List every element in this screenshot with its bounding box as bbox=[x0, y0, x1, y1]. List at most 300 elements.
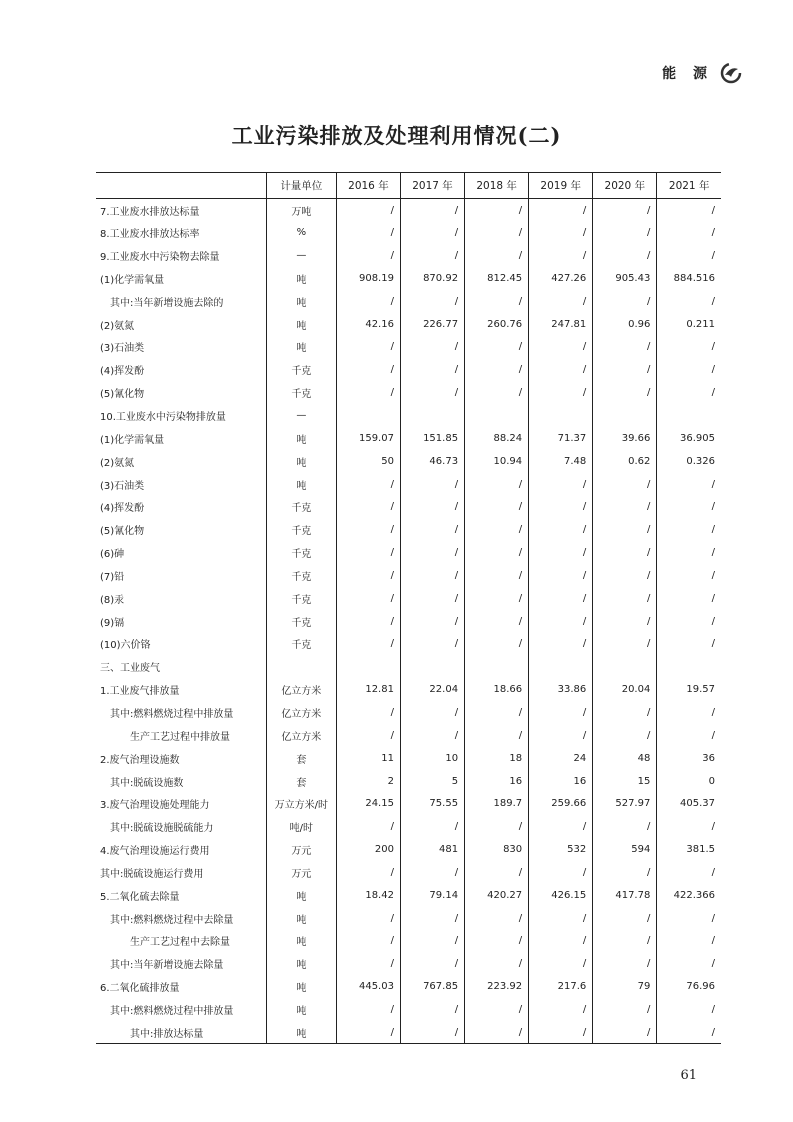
cell-value: 48 bbox=[593, 747, 657, 770]
column-header: 2016 年 bbox=[336, 173, 400, 199]
column-header: 2019 年 bbox=[529, 173, 593, 199]
row-label: 8.工业废水排放达标率 bbox=[100, 229, 200, 241]
cell-value: / bbox=[336, 336, 400, 359]
table-row bbox=[96, 404, 721, 427]
cell-value: / bbox=[657, 610, 721, 633]
cell-value: / bbox=[529, 518, 593, 541]
table-row bbox=[96, 792, 721, 815]
row-unit: 吨 bbox=[266, 930, 336, 953]
cell-value: 36.905 bbox=[657, 427, 721, 450]
cell-value: / bbox=[465, 861, 529, 884]
table-row bbox=[96, 998, 721, 1021]
row-unit: 吨 bbox=[266, 290, 336, 313]
cell-value: / bbox=[593, 244, 657, 267]
cell-value bbox=[657, 404, 721, 427]
cell-value: 18.42 bbox=[336, 884, 400, 907]
cell-value bbox=[593, 404, 657, 427]
cell-value: / bbox=[593, 290, 657, 313]
cell-value: / bbox=[400, 199, 464, 222]
table-row bbox=[96, 313, 721, 336]
cell-value: 532 bbox=[529, 838, 593, 861]
cell-value: / bbox=[465, 815, 529, 838]
cell-value: 39.66 bbox=[593, 427, 657, 450]
cell-value: / bbox=[529, 930, 593, 953]
table-row bbox=[96, 381, 721, 404]
cell-value: 481 bbox=[400, 838, 464, 861]
cell-value: / bbox=[593, 518, 657, 541]
row-unit: 吨 bbox=[266, 450, 336, 473]
cell-value: / bbox=[657, 290, 721, 313]
cell-value: / bbox=[657, 473, 721, 496]
cell-value bbox=[529, 404, 593, 427]
row-label: (5)氰化物 bbox=[100, 389, 145, 401]
table-row bbox=[96, 587, 721, 610]
cell-value: / bbox=[593, 633, 657, 656]
table-row bbox=[96, 221, 721, 244]
cell-value: 420.27 bbox=[465, 884, 529, 907]
cell-value: / bbox=[465, 930, 529, 953]
cell-value bbox=[657, 655, 721, 678]
cell-value: 189.7 bbox=[465, 792, 529, 815]
row-label: (9)镉 bbox=[100, 617, 125, 629]
row-label: (1)化学需氧量 bbox=[100, 434, 165, 446]
cell-value: 0.326 bbox=[657, 450, 721, 473]
cell-value: / bbox=[465, 633, 529, 656]
cell-value: 527.97 bbox=[593, 792, 657, 815]
row-label: (4)挥发酚 bbox=[100, 503, 145, 515]
cell-value: 0.211 bbox=[657, 313, 721, 336]
cell-value: 15 bbox=[593, 770, 657, 793]
cell-value: 426.15 bbox=[529, 884, 593, 907]
table-header-row bbox=[96, 173, 721, 199]
cell-value: 12.81 bbox=[336, 678, 400, 701]
cell-value: / bbox=[657, 724, 721, 747]
row-label: 7.工业废水排放达标量 bbox=[100, 206, 200, 218]
table-row bbox=[96, 655, 721, 678]
cell-value: / bbox=[400, 724, 464, 747]
row-label: 其中:脱硫设施数 bbox=[110, 777, 184, 789]
row-label: (7)铅 bbox=[100, 571, 125, 583]
cell-value: / bbox=[657, 952, 721, 975]
row-label: 其中:燃料燃烧过程中排放量 bbox=[110, 1005, 234, 1017]
table-row bbox=[96, 358, 721, 381]
row-unit: 吨 bbox=[266, 998, 336, 1021]
cell-value: / bbox=[529, 495, 593, 518]
cell-value: / bbox=[529, 998, 593, 1021]
row-label: 其中:燃料燃烧过程中排放量 bbox=[110, 708, 234, 720]
row-label: 3.废气治理设施处理能力 bbox=[100, 800, 210, 812]
cell-value: / bbox=[400, 564, 464, 587]
cell-value: / bbox=[465, 541, 529, 564]
cell-value: / bbox=[657, 815, 721, 838]
cell-value: / bbox=[593, 701, 657, 724]
row-label: 其中:燃料燃烧过程中去除量 bbox=[110, 914, 234, 926]
section-title: 能 源 bbox=[662, 66, 713, 82]
cell-value: / bbox=[593, 587, 657, 610]
cell-value: 76.96 bbox=[657, 975, 721, 998]
cell-value: 88.24 bbox=[465, 427, 529, 450]
cell-value: / bbox=[529, 564, 593, 587]
cell-value: / bbox=[400, 244, 464, 267]
cell-value: / bbox=[400, 518, 464, 541]
cell-value: / bbox=[657, 861, 721, 884]
cell-value: / bbox=[336, 358, 400, 381]
cell-value: / bbox=[529, 381, 593, 404]
row-label: 4.废气治理设施运行费用 bbox=[100, 846, 210, 858]
cell-value: 7.48 bbox=[529, 450, 593, 473]
cell-value: / bbox=[400, 701, 464, 724]
cell-value: 79.14 bbox=[400, 884, 464, 907]
cell-value: / bbox=[465, 587, 529, 610]
table-row bbox=[96, 199, 721, 222]
row-label: 9.工业废水中污染物去除量 bbox=[100, 252, 220, 264]
row-label: (8)汞 bbox=[100, 594, 125, 606]
cell-value: 16 bbox=[529, 770, 593, 793]
cell-value: / bbox=[400, 221, 464, 244]
table-row bbox=[96, 678, 721, 701]
table-row bbox=[96, 427, 721, 450]
row-label: 其中:脱硫设施运行费用 bbox=[100, 868, 204, 880]
cell-value: 381.5 bbox=[657, 838, 721, 861]
cell-value: 812.45 bbox=[465, 267, 529, 290]
cell-value: / bbox=[336, 290, 400, 313]
cell-value: / bbox=[657, 381, 721, 404]
row-label: 5.二氧化硫去除量 bbox=[100, 891, 180, 903]
cell-value: / bbox=[400, 952, 464, 975]
cell-value: / bbox=[336, 541, 400, 564]
cell-value: 445.03 bbox=[336, 975, 400, 998]
table-row bbox=[96, 450, 721, 473]
row-label: (2)氨氮 bbox=[100, 457, 135, 469]
cell-value: 594 bbox=[593, 838, 657, 861]
row-unit: 千克 bbox=[266, 564, 336, 587]
row-unit: 千克 bbox=[266, 633, 336, 656]
row-unit: 吨 bbox=[266, 975, 336, 998]
row-unit: 吨 bbox=[266, 907, 336, 930]
table-row bbox=[96, 838, 721, 861]
table-row bbox=[96, 815, 721, 838]
cell-value: / bbox=[400, 290, 464, 313]
cell-value: 0.96 bbox=[593, 313, 657, 336]
table-row bbox=[96, 518, 721, 541]
cell-value: / bbox=[529, 907, 593, 930]
table-row bbox=[96, 244, 721, 267]
cell-value: / bbox=[400, 381, 464, 404]
cell-value: / bbox=[657, 907, 721, 930]
cell-value: / bbox=[593, 907, 657, 930]
cell-value: 19.57 bbox=[657, 678, 721, 701]
cell-value: / bbox=[465, 1021, 529, 1044]
row-unit: 千克 bbox=[266, 610, 336, 633]
table-row bbox=[96, 495, 721, 518]
cell-value: / bbox=[657, 998, 721, 1021]
cell-value: 11 bbox=[336, 747, 400, 770]
cell-value: 905.43 bbox=[593, 267, 657, 290]
cell-value: / bbox=[465, 381, 529, 404]
cell-value: / bbox=[336, 998, 400, 1021]
cell-value: 36 bbox=[657, 747, 721, 770]
cell-value: / bbox=[657, 587, 721, 610]
cell-value bbox=[336, 404, 400, 427]
column-header: 2020 年 bbox=[593, 173, 657, 199]
cell-value: / bbox=[593, 358, 657, 381]
row-unit bbox=[266, 655, 336, 678]
cell-value: / bbox=[529, 815, 593, 838]
cell-value: / bbox=[593, 815, 657, 838]
cell-value: 427.26 bbox=[529, 267, 593, 290]
row-unit: 吨 bbox=[266, 267, 336, 290]
table-row bbox=[96, 610, 721, 633]
cell-value: 0.62 bbox=[593, 450, 657, 473]
cell-value: / bbox=[336, 244, 400, 267]
row-unit: 万吨 bbox=[266, 199, 336, 222]
row-label: (3)石油类 bbox=[100, 343, 145, 355]
cell-value: 151.85 bbox=[400, 427, 464, 450]
cell-value: 24 bbox=[529, 747, 593, 770]
cell-value: / bbox=[593, 1021, 657, 1044]
table-row bbox=[96, 541, 721, 564]
cell-value: / bbox=[400, 907, 464, 930]
cell-value: / bbox=[336, 473, 400, 496]
row-unit: 千克 bbox=[266, 381, 336, 404]
cell-value: / bbox=[657, 701, 721, 724]
cell-value: / bbox=[400, 336, 464, 359]
cell-value: / bbox=[593, 998, 657, 1021]
table-row bbox=[96, 290, 721, 313]
row-unit: 吨 bbox=[266, 473, 336, 496]
page-title: 工业污染排放及处理利用情况(二) bbox=[231, 123, 562, 148]
cell-value: / bbox=[465, 998, 529, 1021]
cell-value: / bbox=[465, 290, 529, 313]
cell-value: / bbox=[593, 610, 657, 633]
row-unit: % bbox=[266, 221, 336, 244]
row-unit: 千克 bbox=[266, 541, 336, 564]
column-header: 2018 年 bbox=[465, 173, 529, 199]
table-row bbox=[96, 930, 721, 953]
cell-value: / bbox=[593, 724, 657, 747]
cell-value: / bbox=[465, 952, 529, 975]
cell-value: / bbox=[657, 633, 721, 656]
cell-value: 46.73 bbox=[400, 450, 464, 473]
cell-value: / bbox=[657, 518, 721, 541]
row-unit: 吨/时 bbox=[266, 815, 336, 838]
cell-value: / bbox=[657, 358, 721, 381]
cell-value bbox=[465, 655, 529, 678]
cell-value: 24.15 bbox=[336, 792, 400, 815]
cell-value: / bbox=[336, 199, 400, 222]
energy-logo-icon bbox=[719, 62, 743, 84]
row-label: 10.工业废水中污染物排放量 bbox=[100, 412, 226, 424]
row-unit: 套 bbox=[266, 747, 336, 770]
cell-value: 767.85 bbox=[400, 975, 464, 998]
cell-value: / bbox=[593, 952, 657, 975]
table-row bbox=[96, 1021, 721, 1044]
row-unit: 吨 bbox=[266, 336, 336, 359]
row-label: 2.废气治理设施数 bbox=[100, 754, 180, 766]
cell-value: 33.86 bbox=[529, 678, 593, 701]
row-unit: 亿立方米 bbox=[266, 701, 336, 724]
row-unit: 吨 bbox=[266, 952, 336, 975]
cell-value: / bbox=[336, 861, 400, 884]
cell-value: / bbox=[529, 336, 593, 359]
cell-value: 260.76 bbox=[465, 313, 529, 336]
cell-value: / bbox=[400, 541, 464, 564]
cell-value: / bbox=[657, 930, 721, 953]
cell-value: / bbox=[657, 244, 721, 267]
column-header: 2021 年 bbox=[657, 173, 721, 199]
table-row bbox=[96, 975, 721, 998]
cell-value: 71.37 bbox=[529, 427, 593, 450]
row-unit: 千克 bbox=[266, 518, 336, 541]
table-row bbox=[96, 747, 721, 770]
row-label: 三、工业废气 bbox=[100, 663, 160, 675]
row-label: (2)氨氮 bbox=[100, 320, 135, 332]
cell-value: / bbox=[529, 633, 593, 656]
cell-value: / bbox=[529, 473, 593, 496]
cell-value: 908.19 bbox=[336, 267, 400, 290]
cell-value bbox=[400, 655, 464, 678]
cell-value: / bbox=[465, 518, 529, 541]
cell-value: 5 bbox=[400, 770, 464, 793]
cell-value: 217.6 bbox=[529, 975, 593, 998]
cell-value: / bbox=[465, 610, 529, 633]
table-row bbox=[96, 267, 721, 290]
table-row bbox=[96, 633, 721, 656]
cell-value bbox=[465, 404, 529, 427]
cell-value: / bbox=[529, 610, 593, 633]
row-unit: 吨 bbox=[266, 427, 336, 450]
row-unit: 套 bbox=[266, 770, 336, 793]
cell-value: / bbox=[529, 1021, 593, 1044]
row-unit: 吨 bbox=[266, 313, 336, 336]
cell-value: / bbox=[336, 221, 400, 244]
cell-value bbox=[336, 655, 400, 678]
row-label: (1)化学需氧量 bbox=[100, 274, 165, 286]
cell-value: / bbox=[465, 221, 529, 244]
cell-value: / bbox=[465, 244, 529, 267]
cell-value: 18.66 bbox=[465, 678, 529, 701]
table-row bbox=[96, 861, 721, 884]
cell-value: 18 bbox=[465, 747, 529, 770]
cell-value: 200 bbox=[336, 838, 400, 861]
row-unit: 吨 bbox=[266, 884, 336, 907]
cell-value: 417.78 bbox=[593, 884, 657, 907]
cell-value: / bbox=[529, 541, 593, 564]
row-unit: 千克 bbox=[266, 358, 336, 381]
cell-value: / bbox=[657, 495, 721, 518]
cell-value: 75.55 bbox=[400, 792, 464, 815]
cell-value: 247.81 bbox=[529, 313, 593, 336]
cell-value: / bbox=[400, 1021, 464, 1044]
cell-value: / bbox=[465, 199, 529, 222]
cell-value: / bbox=[529, 199, 593, 222]
table-row bbox=[96, 701, 721, 724]
row-label: (3)石油类 bbox=[100, 480, 145, 492]
cell-value: / bbox=[336, 1021, 400, 1044]
row-unit: 万元 bbox=[266, 861, 336, 884]
row-unit: 千克 bbox=[266, 495, 336, 518]
cell-value: / bbox=[336, 724, 400, 747]
table-row bbox=[96, 724, 721, 747]
cell-value: / bbox=[336, 930, 400, 953]
cell-value: / bbox=[593, 930, 657, 953]
cell-value: 22.04 bbox=[400, 678, 464, 701]
column-header: 2017 年 bbox=[400, 173, 464, 199]
cell-value: 405.37 bbox=[657, 792, 721, 815]
row-label: 其中:当年新增设施去除的 bbox=[110, 297, 224, 309]
cell-value: / bbox=[529, 952, 593, 975]
cell-value: / bbox=[336, 815, 400, 838]
cell-value: 42.16 bbox=[336, 313, 400, 336]
cell-value: / bbox=[657, 541, 721, 564]
table-row bbox=[96, 473, 721, 496]
row-unit: — bbox=[266, 244, 336, 267]
cell-value: / bbox=[336, 633, 400, 656]
cell-value: 830 bbox=[465, 838, 529, 861]
cell-value: / bbox=[657, 221, 721, 244]
cell-value: 159.07 bbox=[336, 427, 400, 450]
cell-value: / bbox=[593, 381, 657, 404]
row-label: 6.二氧化硫排放量 bbox=[100, 983, 180, 995]
cell-value: / bbox=[657, 1021, 721, 1044]
cell-value: / bbox=[400, 495, 464, 518]
table-row bbox=[96, 770, 721, 793]
cell-value: 16 bbox=[465, 770, 529, 793]
cell-value: / bbox=[657, 199, 721, 222]
cell-value: / bbox=[465, 907, 529, 930]
table-row bbox=[96, 336, 721, 359]
cell-value: / bbox=[465, 336, 529, 359]
cell-value: / bbox=[400, 473, 464, 496]
cell-value: / bbox=[400, 587, 464, 610]
cell-value: / bbox=[529, 861, 593, 884]
cell-value: / bbox=[336, 381, 400, 404]
cell-value: 79 bbox=[593, 975, 657, 998]
row-label: (6)砷 bbox=[100, 549, 125, 561]
row-unit: 亿立方米 bbox=[266, 724, 336, 747]
table-row bbox=[96, 564, 721, 587]
cell-value bbox=[529, 655, 593, 678]
cell-value: 10.94 bbox=[465, 450, 529, 473]
cell-value: / bbox=[465, 473, 529, 496]
cell-value: / bbox=[465, 495, 529, 518]
row-unit: — bbox=[266, 404, 336, 427]
cell-value: / bbox=[336, 587, 400, 610]
cell-value: / bbox=[336, 564, 400, 587]
cell-value: / bbox=[529, 358, 593, 381]
cell-value: 2 bbox=[336, 770, 400, 793]
cell-value: 10 bbox=[400, 747, 464, 770]
section-header bbox=[662, 62, 743, 84]
page-number: 61 bbox=[680, 1068, 697, 1083]
cell-value: / bbox=[529, 221, 593, 244]
cell-value: 422.366 bbox=[657, 884, 721, 907]
cell-value: / bbox=[529, 587, 593, 610]
cell-value: 226.77 bbox=[400, 313, 464, 336]
cell-value: / bbox=[529, 701, 593, 724]
cell-value: / bbox=[593, 336, 657, 359]
cell-value: / bbox=[593, 221, 657, 244]
cell-value: / bbox=[657, 564, 721, 587]
cell-value: / bbox=[529, 290, 593, 313]
row-label: 生产工艺过程中去除量 bbox=[130, 937, 230, 949]
cell-value bbox=[400, 404, 464, 427]
row-label: 其中:排放达标量 bbox=[96, 1021, 266, 1044]
cell-value: / bbox=[593, 564, 657, 587]
cell-value: / bbox=[336, 907, 400, 930]
row-unit: 吨 bbox=[266, 1021, 336, 1044]
table-row bbox=[96, 884, 721, 907]
